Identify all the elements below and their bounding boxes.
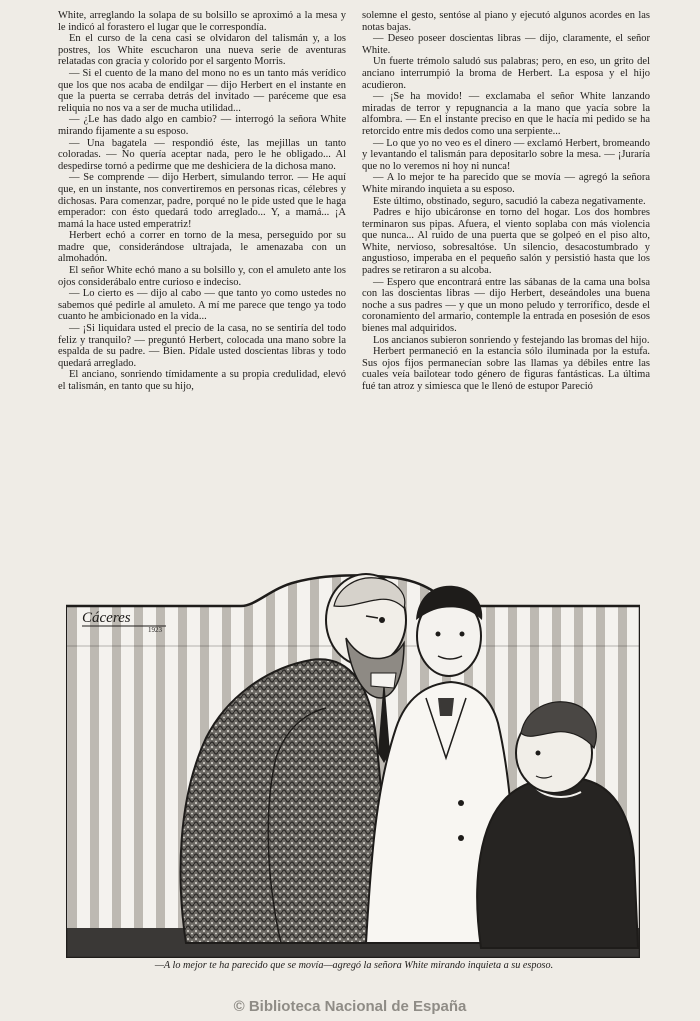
svg-text:Cáceres: Cáceres: [82, 610, 131, 626]
left-column: [58, 10, 346, 545]
illustration-caption: —A lo mejor te ha parecido que se movía—agregó la señora White mirando inquieta a su esposo.: [154, 960, 554, 971]
paragraph: Padres e hijo ubicáronse en torno del hogar. Los dos hombres terminaron sus pipas. Afuera, el viento soplaba con más violencia que nunca... Al ruido de una puerta que se golpeó en el piso alto, White, nervioso, sobresaltóse. Un silencio, desacostumbrado y angustioso, imperaba en el pequeño salón y persistió hasta que los padres se retiraron a su alcoba.: [362, 207, 650, 277]
paragraph: — ¡Si liquidara usted el precio de la casa, no se sentiría del todo feliz y tranquilo? — preguntó Herbert, colocada una mano sobre la espalda de su padre. — Bien. Pídale usted doscientas libras y todo quedará arreglado.: [58, 323, 346, 369]
paragraph: — Deseo poseer doscientas libras — dijo, claramente, el señor White.: [362, 33, 650, 56]
paragraph: — Espero que encontrará entre las sábanas de la cama una bolsa con las doscientas libras — dijo Herbert, deseándoles una buena noche a sus padres — y que un mono peludo y terrorífico, desde el coronamiento del armario, contemple la entrada en posesión de esos bienes mal adquiridos.: [362, 276, 650, 335]
paragraph: Los ancianos subieron sonriendo y festejando las bromas del hijo.: [373, 334, 650, 346]
paragraph: Un fuerte trémolo saludó sus palabras; pero, en eso, un grito del anciano interrumpió la broma de Herbert. La esposa y el hijo acudieron.: [362, 56, 650, 91]
text-columns: [58, 10, 650, 545]
paragraph: — ¿Le has dado algo en cambio? — interrogó la señora White mirando fijamente a su esposo.: [58, 114, 346, 137]
paragraph: — Si el cuento de la mano del mono no es un tanto más verídico que los que nos acaba de endilgar — dijo Herbert en el instante en que la puerta se cerraba detrás del invitado — paréceme que esa reliquia no nos va a ser de mucha utilidad...: [58, 67, 346, 114]
paragraph: solemne el gesto, sentóse al piano y ejecutó algunos acordes en las notas bajas.: [362, 10, 650, 33]
paragraph: El señor White echó mano a su bolsillo y, con el amuleto ante los ojos considerábalo entre curioso e indeciso.: [58, 265, 346, 288]
svg-text:1923: 1923: [148, 626, 162, 634]
paragraph: Este último, obstinado, seguro, sacudió la cabeza negativamente.: [373, 195, 646, 207]
paragraph: El anciano, sonriendo tímidamente a su propia credulidad, elevó el talismán, en tanto que su hijo,: [58, 369, 346, 392]
paragraph: — ¡Se ha movido! — exclamaba el señor White lanzando miradas de terror y repugnancia a la mano que yacía sobre la alfombra. — En el instante preciso en que le hacía mi pedido se ha retorcido entre mis dedos como una serpiente...: [362, 91, 650, 137]
paragraph: — A lo mejor te ha parecido que se movía — agregó la señora White mirando inquieta a su esposo.: [362, 172, 650, 195]
paragraph: White, arreglando la solapa de su bolsillo se aproximó a la mesa y le indicó al forastero el lugar que le correspondía.: [58, 10, 346, 33]
paragraph: — Se comprende — dijo Herbert, simulando terror. — He aquí que, en un instante, nos convertiremos en personas ricas, célebres y dichosas. Para comenzar, padre, porqué no le pide usted que le haga emperador: con ésto quedará todo arreglado... Y, a mamá... ¡A mamá la hace usted emperatriz!: [58, 172, 346, 230]
paragraph: Herbert echó a correr en torno de la mesa, perseguido por su madre que, considerándose ultrajada, le amenazaba con un almohadón.: [58, 230, 346, 265]
illustration: [66, 548, 640, 958]
paragraph: En el curso de la cena casi se olvidaron del talismán y, a los postres, los White escucharon una nueva serie de aventuras relatadas con gracia y colorido por el sargento Morris.: [58, 33, 346, 68]
paragraph: — Lo que yo no veo es el dinero — exclamó Herbert, bromeando y levantando el talismán para depositarlo sobre la mesa. — ¡Juraría que no lo veremos ni hoy ni nunca!: [362, 137, 650, 172]
paragraph: — Lo cierto es — dijo al cabo — que tanto yo como ustedes no sabemos qué pedirle al amuleto. A mí me parece que tengo ya todo cuanto he ambicionado en la vida...: [58, 288, 346, 323]
copyright-footer: © Biblioteca Nacional de España: [233, 998, 467, 1015]
paragraph: Herbert permaneció en la estancia sólo iluminada por la estufa. Sus ojos fijos permanecían sobre las llamas ya débiles entre las cuales veía bailotear todo género de figuras fantásticas. La última fué tan atroz y simiesca que le llenó de estupor Pareció: [362, 346, 650, 392]
paragraph: — Una bagatela — respondió éste, las mejillas un tanto coloradas. — No quería aceptar nada, pero le he obligado... Al despedirse tornó a pedirme que me deshiciera de la dichosa mano.: [58, 137, 346, 172]
right-column: [362, 10, 650, 545]
